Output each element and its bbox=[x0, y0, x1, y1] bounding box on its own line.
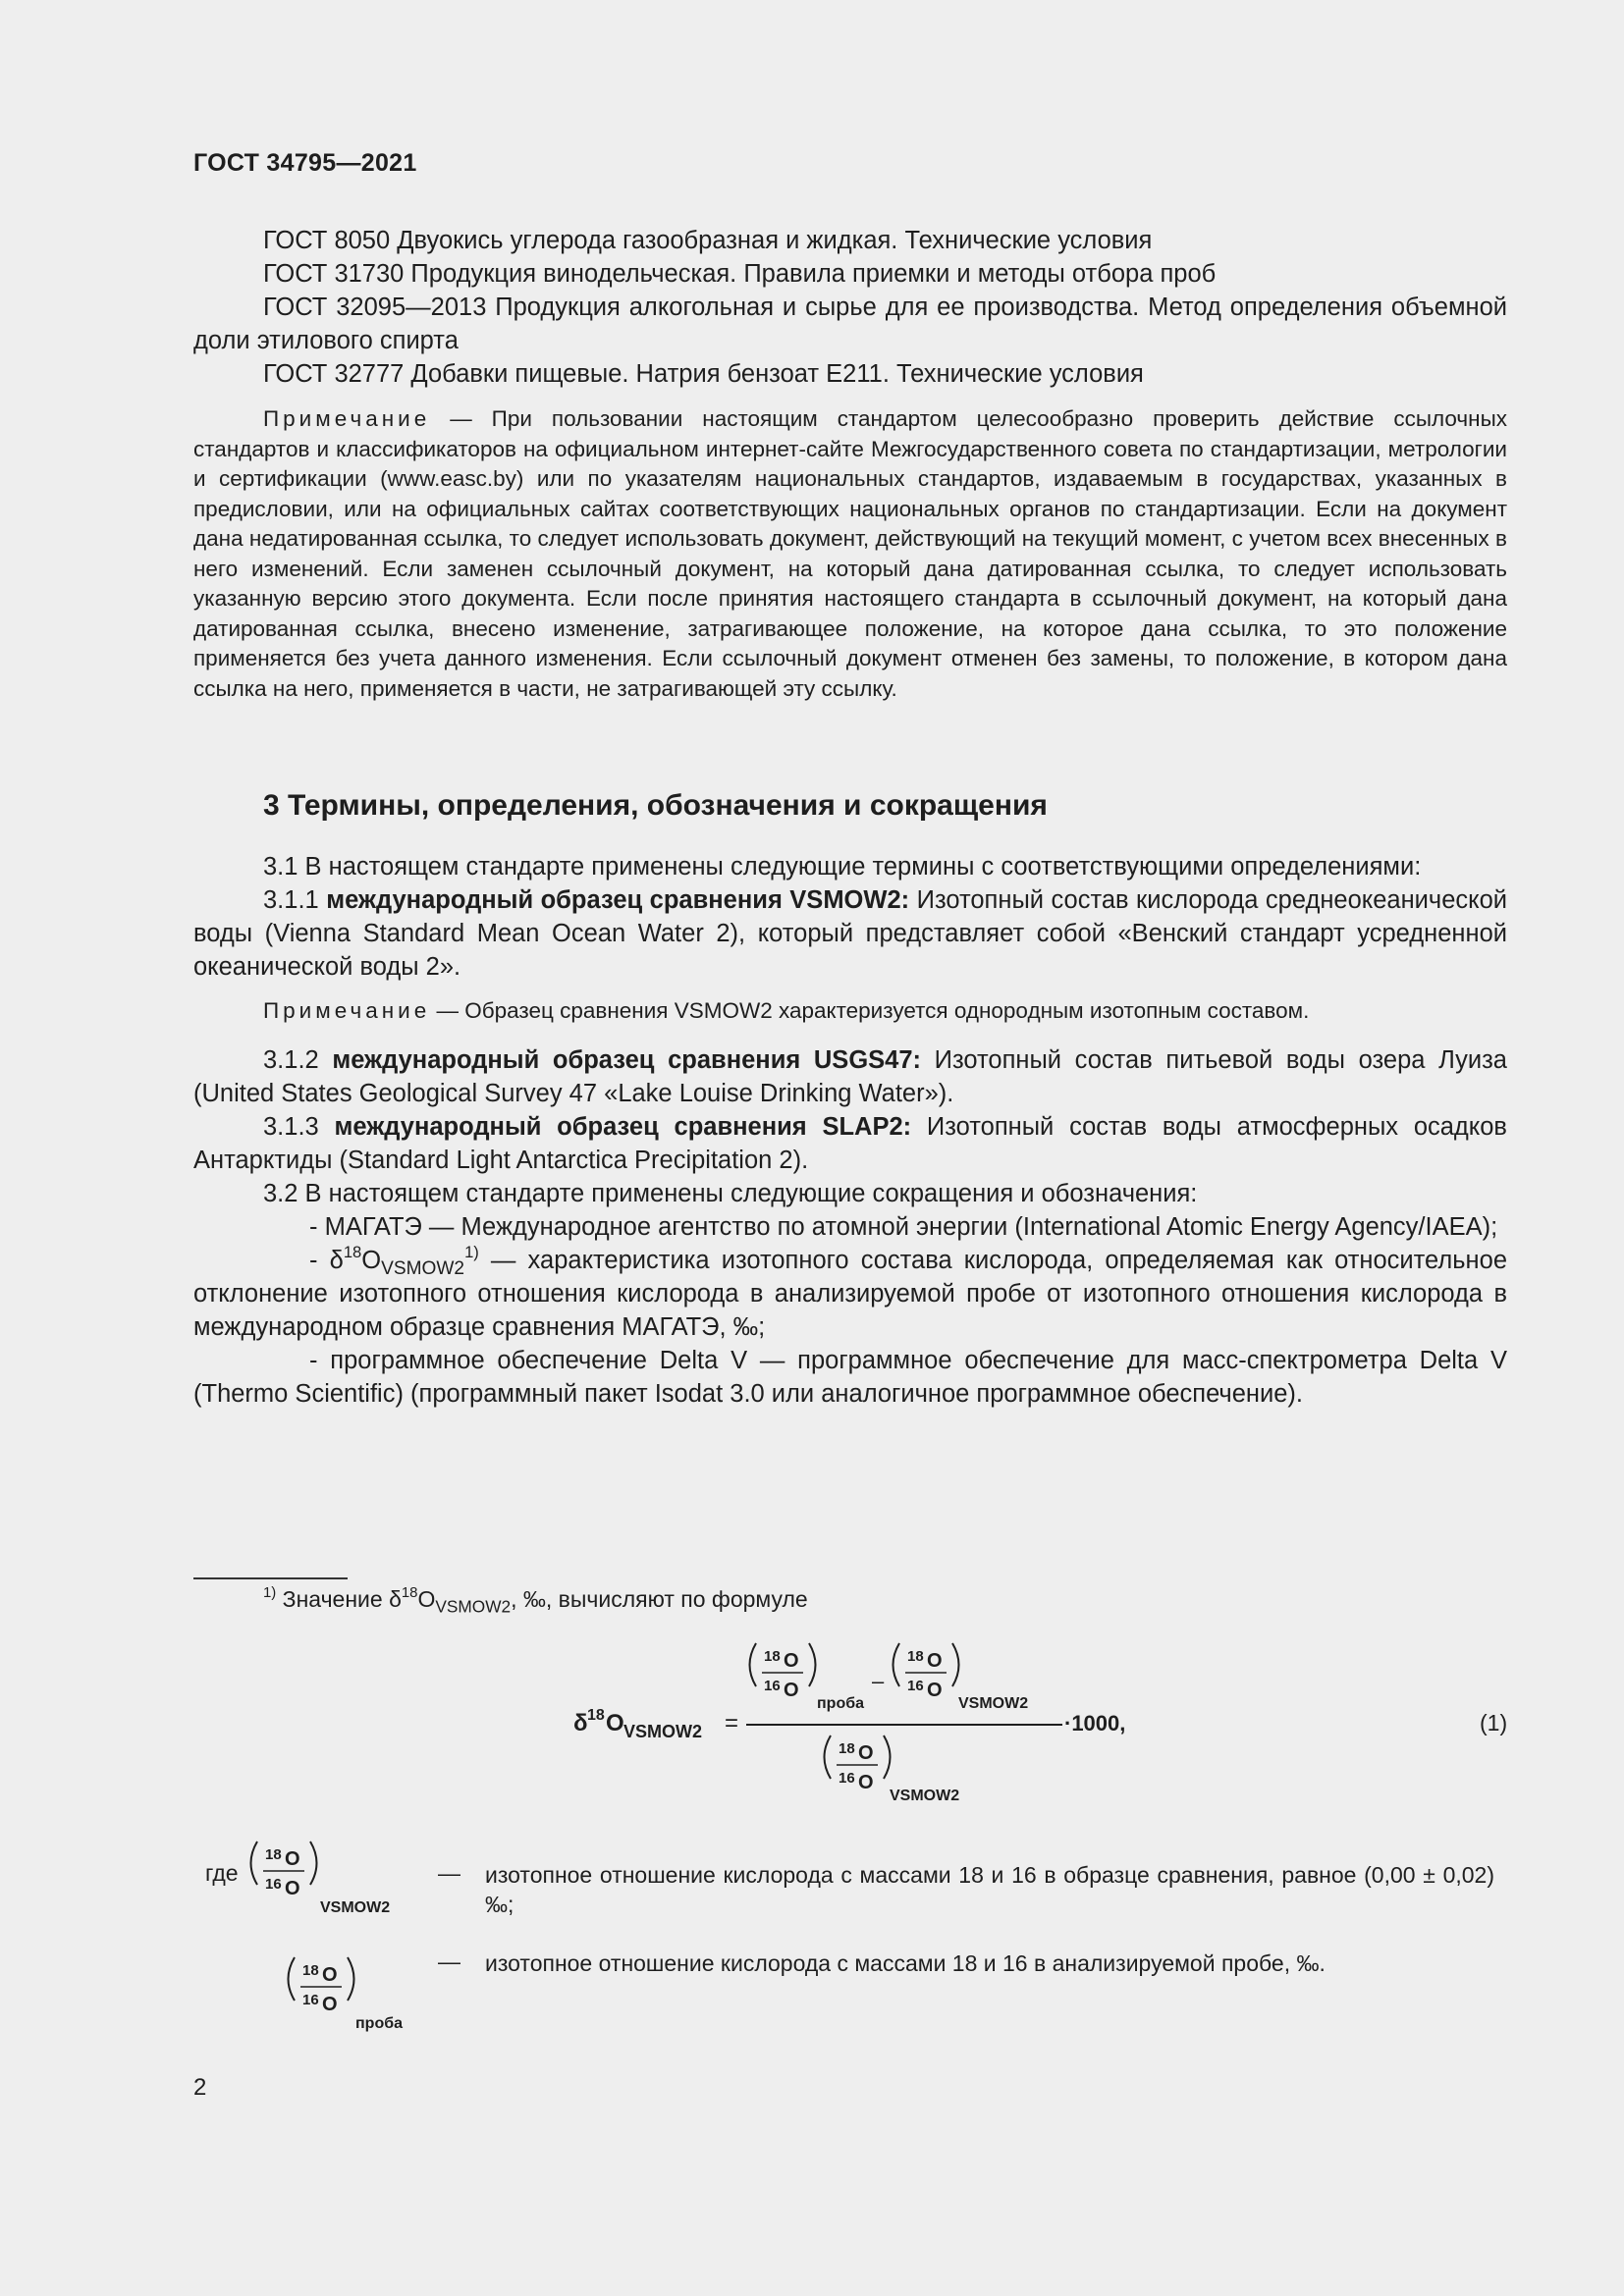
paren-right bbox=[809, 1643, 816, 1686]
svg-text:O: O bbox=[322, 1994, 338, 2015]
ratio-symbol-proba bbox=[283, 1951, 440, 2040]
where-item-proba: изотопное отношение кислорода с массами 18 и 16 в анализируемой пробе, ‰. bbox=[485, 1950, 1326, 1976]
ratio-16: 16 bbox=[907, 1678, 924, 1694]
formula-delta18o bbox=[560, 1629, 1168, 1816]
lhs-subscript: VSMOW2 bbox=[623, 1722, 703, 1741]
paren-right bbox=[952, 1643, 959, 1686]
reference-item: ГОСТ 8050 Двуокись углерода газообразная и жидкая. Технические условия bbox=[263, 227, 1153, 254]
ratio-o-top: O bbox=[927, 1650, 943, 1672]
term-name: международный образец сравнения USGS47: bbox=[332, 1046, 922, 1074]
note-references bbox=[193, 404, 1507, 704]
paragraph-3-1: 3.1 В настоящем стандарте применены следующие термины с соответствующими определениями: bbox=[263, 853, 1422, 881]
svg-text:O: O bbox=[285, 1878, 300, 1899]
abbreviation-magate: - МАГАТЭ — Международное агентство по атомной энергии (International Atomic Energy Agency/IAEA); bbox=[309, 1213, 1498, 1241]
lhs-superscript: 18 bbox=[587, 1707, 605, 1724]
where-item-vsmow2: изотопное отношение кислорода с массами 18 и 16 в образце сравнения, равное (0,00 ± 0,02) ‰; bbox=[485, 1862, 1494, 1917]
where-label: где bbox=[205, 1860, 239, 1886]
paren-left bbox=[893, 1643, 900, 1686]
svg-text:16: 16 bbox=[265, 1876, 282, 1893]
ratio-18: 18 bbox=[907, 1648, 924, 1665]
footnote-ref: 1) bbox=[464, 1242, 479, 1261]
ratio-symbol-vsmow2 bbox=[245, 1836, 422, 1924]
note-text: — При пользовании настоящим стандартом целесообразно проверить действие ссылочных стандартов и классификаторов на официальном интернет-сайте Межгосударственного совета по стандартизации, метрологии и сертификации (www.easc.by) или по указателям национальных стандартов, издаваемым в государствах, указанных в предисловии, или на официальных сайтах соответствующих национальных органов по стандартизации. Если на документ дана недатированная ссылка, то следует использовать документ, действующий на текущий момент, с учетом всех внесенных в него изменений. Если заменен ссылочный документ, на который дана датированная ссылка, то следует использовать указанную версию этого документа. Если после принятия настоящего стандарта в ссылочный документ, на который дана датированная ссылка, внесено изменение, затрагивающее положение, на которое дана ссылка, то это положение применяется без учета данного изменения. Если ссылочный документ отменен без замены, то положение, в котором дана ссылка на него, применяется в части, не затрагивающей эту ссылку. bbox=[193, 406, 1507, 701]
paren-left bbox=[750, 1643, 757, 1686]
svg-text:16: 16 bbox=[302, 1992, 319, 2008]
reference-item: ГОСТ 32777 Добавки пищевые. Натрия бензоат Е211. Технические условия bbox=[263, 360, 1144, 388]
svg-text:18: 18 bbox=[302, 1962, 319, 1979]
equals-sign: = bbox=[725, 1710, 739, 1736]
where-dash: — bbox=[438, 1949, 460, 1974]
svg-text:проба: проба bbox=[355, 2015, 403, 2032]
section-3-terms-continued bbox=[193, 1043, 1507, 1411]
paren-left bbox=[825, 1735, 832, 1779]
ratio-o-bottom: O bbox=[784, 1680, 799, 1701]
lhs-o: O bbox=[606, 1710, 624, 1736]
abbreviation-delta18o: - $\delta^{18}O_{VSMOW2}^{1)}$ — характеристика изотопного состава кислорода, определяемая как относительное отклонение изотопного отношения кислорода в анализируемой пробе от изотопного отношения кислорода в международном образце сравнения МАГАТЭ, ‰; bbox=[193, 1242, 1507, 1341]
reference-item: ГОСТ 32095—2013 Продукция алкогольная и сырье для ее производства. Метод определения объемной доли этилового спирта bbox=[193, 294, 1507, 354]
document-header: ГОСТ 34795—2021 bbox=[193, 149, 417, 177]
subscript-vsmow2: VSMOW2 bbox=[890, 1788, 960, 1804]
lhs-delta: δ bbox=[573, 1710, 588, 1736]
svg-text:O: O bbox=[285, 1848, 300, 1870]
paren-right bbox=[884, 1735, 891, 1779]
ratio-18: 18 bbox=[839, 1740, 855, 1757]
ratio-18: 18 bbox=[764, 1648, 781, 1665]
svg-text:VSMOW2: VSMOW2 bbox=[320, 1899, 391, 1916]
term-3-1-1: 3.1.1 международный образец сравнения VSMOW2: Изотопный состав кислорода среднеокеанической воды (Vienna Standard Mean Ocean Water 2), который представляет собой «Венский стандарт усредненной океанической воды 2». bbox=[193, 886, 1507, 981]
section-title: 3 Термины, определения, обозначения и сокращения bbox=[263, 789, 1048, 822]
ratio-o-bottom: O bbox=[927, 1680, 943, 1701]
note-vsmow2 bbox=[193, 996, 1507, 1027]
subscript-proba: проба bbox=[817, 1695, 864, 1712]
term-3-1-2: 3.1.2 международный образец сравнения USGS47: Изотопный состав питьевой воды озера Луиза (United States Geological Survey 47 «Lake Louise Drinking Water»). bbox=[193, 1046, 1507, 1107]
page-number: 2 bbox=[193, 2074, 207, 2101]
note-text: — Образец сравнения VSMOW2 характеризуется однородным изотопным составом. bbox=[430, 998, 1310, 1023]
ratio-o-top: O bbox=[858, 1742, 874, 1764]
multiplier: ·1000, bbox=[1064, 1711, 1126, 1735]
formula-number: (1) bbox=[1480, 1710, 1508, 1735]
paragraph-3-2: 3.2 В настоящем стандарте применены следующие сокращения и обозначения: bbox=[263, 1180, 1198, 1207]
minus-sign: – bbox=[872, 1669, 885, 1693]
footnote: $^{1)}$ Значение $\delta^{18}O_{VSMOW2}$, ‰, вычисляют по формуле bbox=[263, 1583, 808, 1617]
note-label: Примечание bbox=[263, 406, 431, 431]
footnote-rule bbox=[193, 1577, 348, 1579]
svg-text:18: 18 bbox=[265, 1846, 282, 1863]
section-3-terms bbox=[193, 850, 1507, 984]
ratio-o-top: O bbox=[784, 1650, 799, 1672]
references-list bbox=[193, 224, 1507, 391]
svg-text:O: O bbox=[322, 1964, 338, 1986]
term-name: международный образец сравнения SLAP2: bbox=[334, 1113, 912, 1141]
subscript-vsmow2: VSMOW2 bbox=[958, 1695, 1029, 1712]
note-label: Примечание bbox=[263, 998, 431, 1023]
where-dash: — bbox=[438, 1860, 460, 1886]
ratio-o-bottom: O bbox=[858, 1772, 874, 1793]
reference-item: ГОСТ 31730 Продукция винодельческая. Правила приемки и методы отбора проб bbox=[263, 260, 1217, 288]
ratio-16: 16 bbox=[839, 1770, 855, 1787]
abbreviation-delta-v: - программное обеспечение Delta V — программное обеспечение для масс-спектрометра Delta V (Thermo Scientific) (программный пакет Isodat 3.0 или аналогичное программное обеспечение). bbox=[193, 1347, 1507, 1408]
term-3-1-3: 3.1.3 международный образец сравнения SLAP2: Изотопный состав воды атмосферных осадков Антарктиды (Standard Light Antarctica Precipitation 2). bbox=[193, 1113, 1507, 1174]
ratio-16: 16 bbox=[764, 1678, 781, 1694]
term-name: международный образец сравнения VSMOW2: bbox=[326, 886, 910, 914]
